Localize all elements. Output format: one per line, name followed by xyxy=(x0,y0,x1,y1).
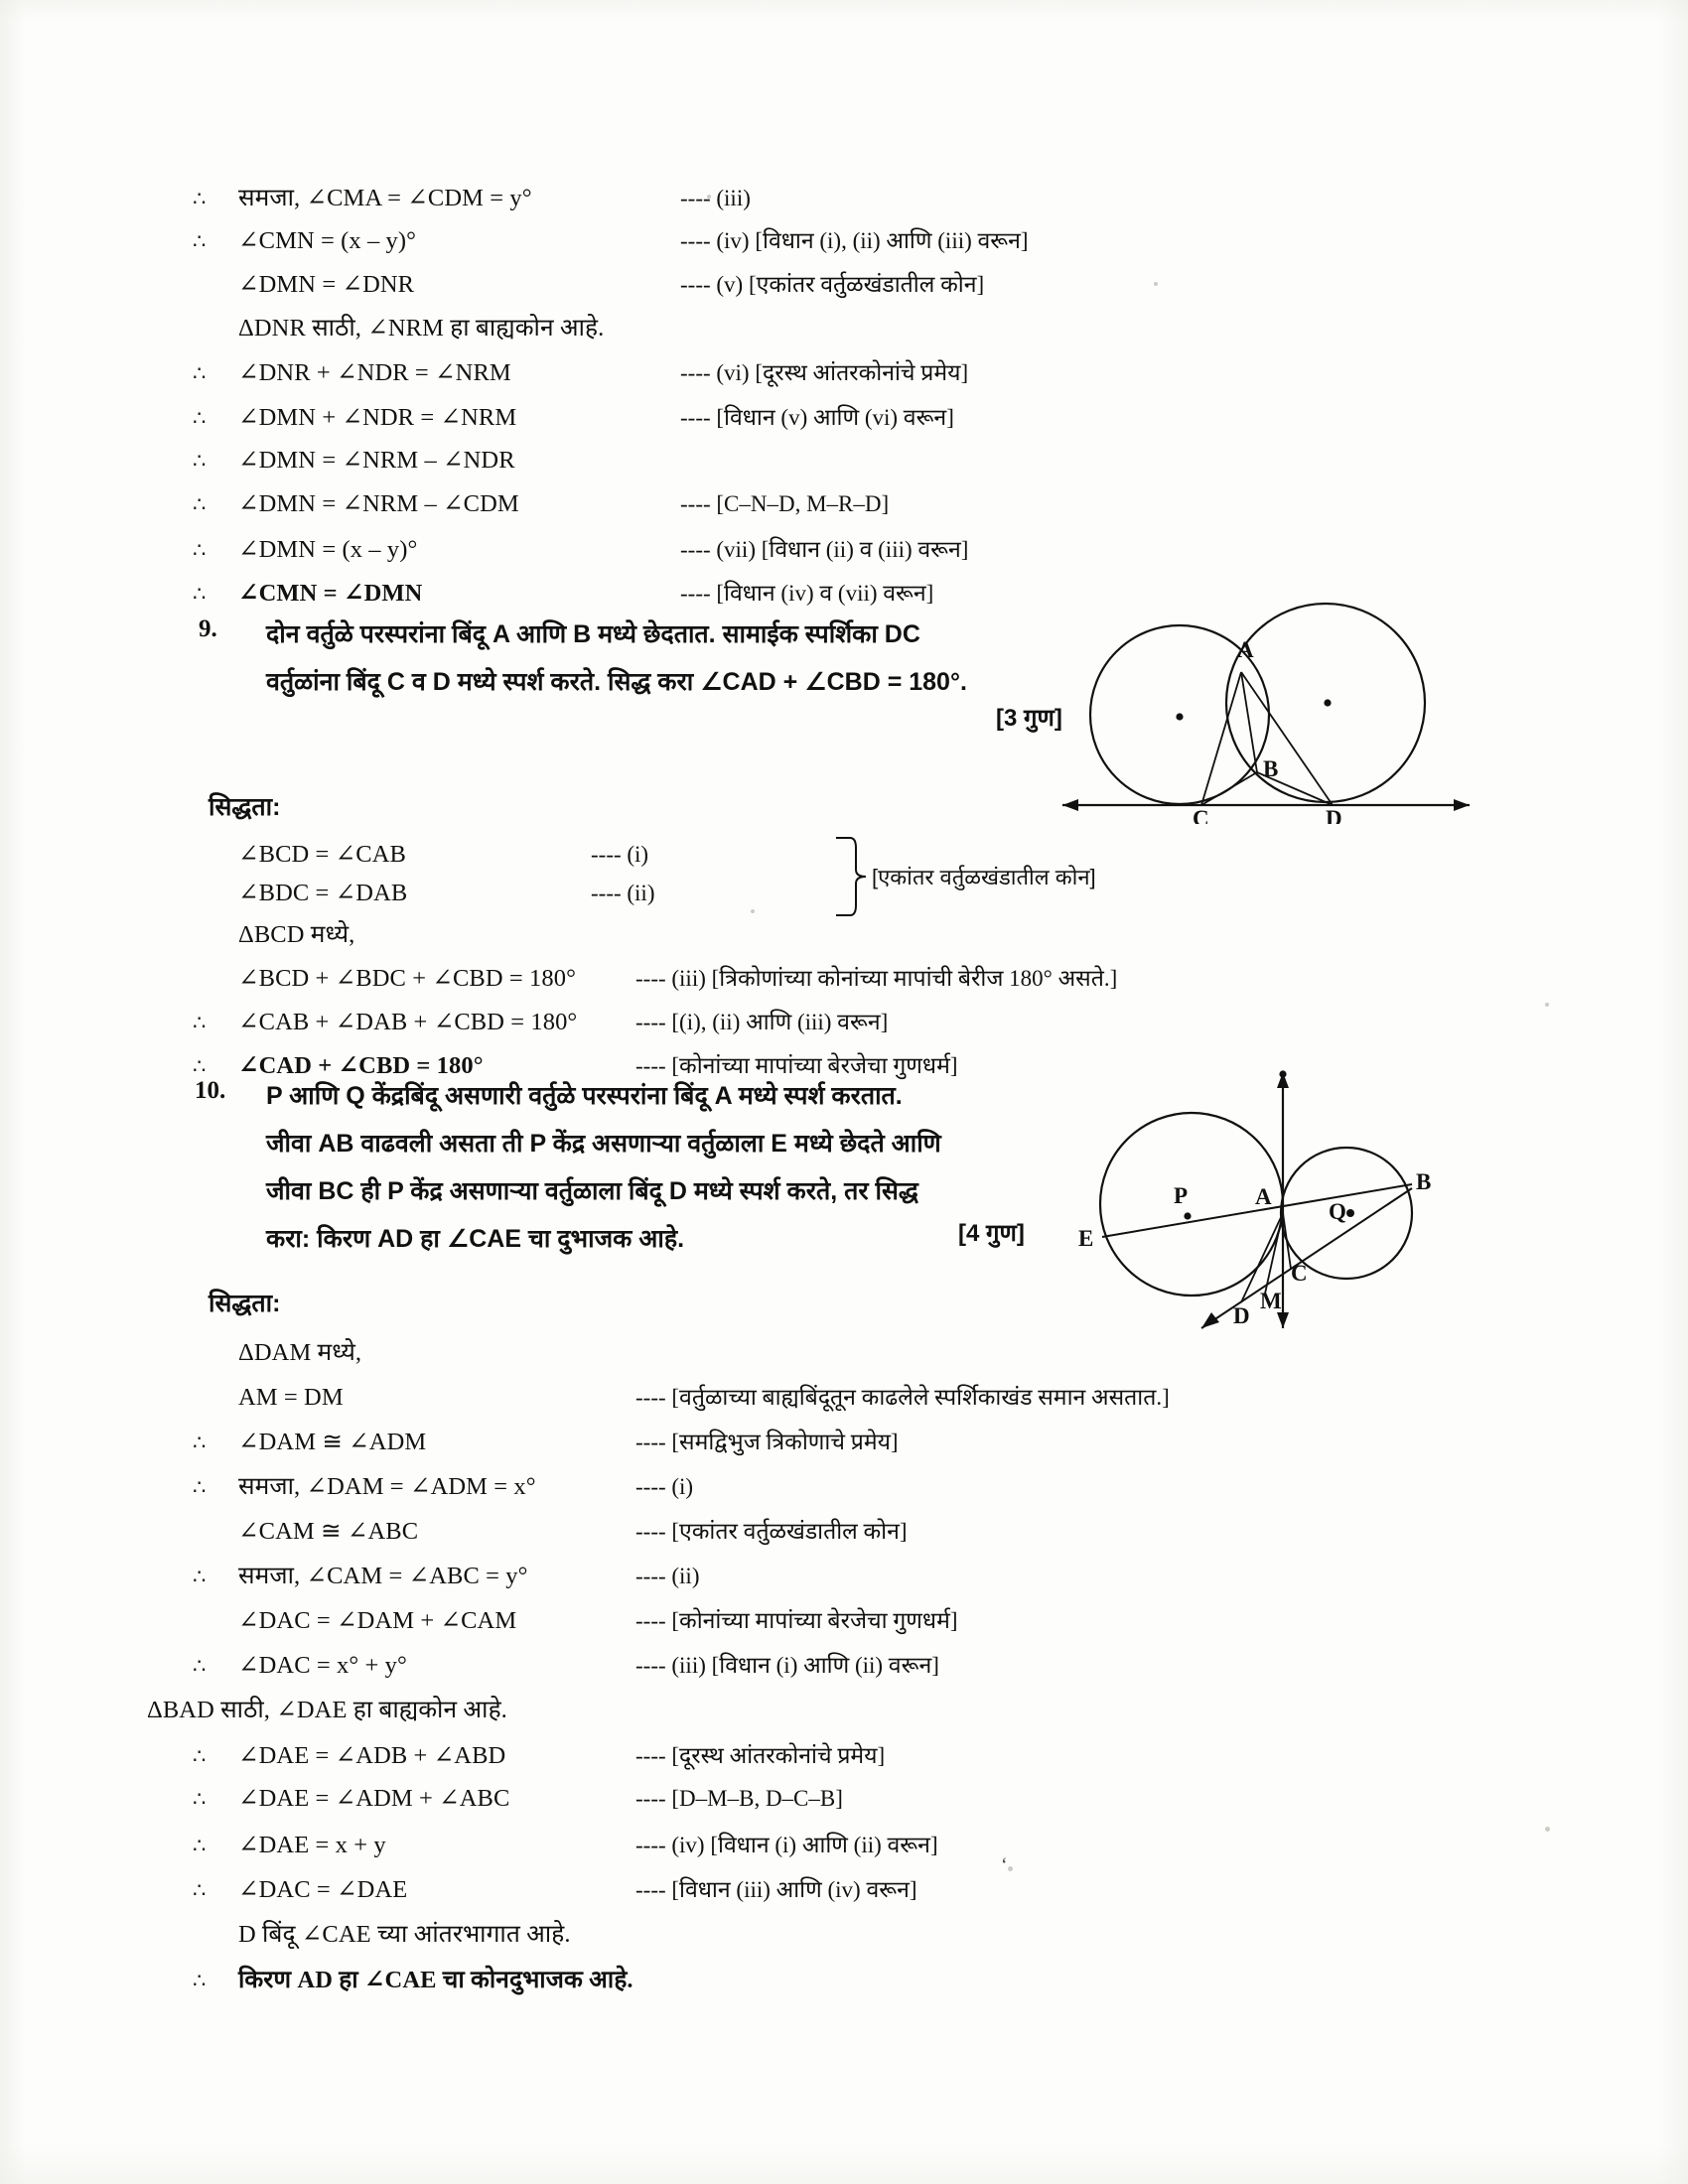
question-9-text-line-1: दोन वर्तुळे परस्परांना बिंदू A आणि B मध्ये छेदतात. सामाईक स्पर्शिका DC xyxy=(266,620,920,648)
question-9-proof-label: सिद्धता: xyxy=(209,793,281,821)
proof-line xyxy=(189,1738,1529,1783)
scan-speck xyxy=(1545,1827,1550,1832)
statement-text: ∠DMN + ∠NDR = ∠NRM xyxy=(238,404,517,431)
statement-text: ∠CMN = ∠DMN xyxy=(238,580,423,607)
reason-text: ---- (iii) [विधान (i) आणि (ii) वरून] xyxy=(635,1653,939,1678)
statement-text: ∠DAE = ∠ADB + ∠ABD xyxy=(238,1742,506,1769)
statement-text: D बिंदू ∠CAE च्या आंतरभागात आहे. xyxy=(238,1921,571,1948)
reason-text: ---- [कोनांच्या मापांच्या बेरजेचा गुणधर्म] xyxy=(635,1608,958,1633)
statement-text: किरण AD हा ∠CAE चा कोनदुभाजक आहे. xyxy=(238,1967,633,1993)
reason-text: ---- (iv) [विधान (i), (ii) आणि (iii) वरून] xyxy=(680,228,1029,253)
reason-text: ---- [कोनांच्या मापांच्या बेरजेचा गुणधर्म] xyxy=(635,1053,958,1078)
statement-text: ∠DAC = ∠DAE xyxy=(238,1876,408,1903)
scan-edge-bottom xyxy=(0,2144,1688,2184)
statement-text: समजा, ∠CMA = ∠CDM = y° xyxy=(238,185,532,211)
proof-line xyxy=(189,223,1460,267)
proof-line xyxy=(189,488,1460,532)
question-10-marks: [4 गुण] xyxy=(958,1220,1025,1247)
reason-text: ---- (i) xyxy=(591,842,649,867)
statement-text: ∠BCD + ∠BDC + ∠CBD = 180° xyxy=(238,965,576,992)
question-9-brace-note: [एकांतर वर्तुळखंडातील कोन] xyxy=(872,865,1096,889)
statement-text: ∠DMN = ∠NRM – ∠CDM xyxy=(238,490,519,517)
therefore-symbol: ∴ xyxy=(193,361,207,385)
proof-line xyxy=(189,267,1460,311)
proof-block-continued xyxy=(189,181,1460,619)
reason-text: ---- [समद्विभुज त्रिकोणाचे प्रमेय] xyxy=(635,1430,899,1454)
proof-line xyxy=(189,311,1460,355)
reason-text: ---- (iii) [त्रिकोणांच्या कोनांच्या मापांची बेरीज 180° असते.] xyxy=(635,966,1118,991)
svg-text:D: D xyxy=(1233,1303,1250,1328)
proof-line xyxy=(189,961,1499,1005)
question-10-proof-label: सिद्धता: xyxy=(209,1290,281,1317)
scan-edge-right xyxy=(1658,0,1688,2184)
question-10-proof-lines xyxy=(147,1335,1529,2008)
scan-edge-top xyxy=(0,0,1688,22)
reason-text: ---- (v) [एकांतर वर्तुळखंडातील कोन] xyxy=(680,272,985,297)
svg-text:A: A xyxy=(1255,1184,1272,1209)
statement-text: ∠BCD = ∠CAB xyxy=(238,841,406,868)
svg-text:C: C xyxy=(1193,806,1209,824)
reason-text: ---- (ii) xyxy=(635,1564,700,1588)
question-10-text-line-4: करा: किरण AD हा ∠CAE चा दुभाजक आहे. xyxy=(266,1225,685,1253)
statement-text: AM = DM xyxy=(238,1384,344,1411)
proof-line xyxy=(189,445,1460,488)
statement-text: ∠DNR + ∠NDR = ∠NRM xyxy=(238,359,511,386)
proof-line xyxy=(189,181,1460,223)
therefore-symbol: ∴ xyxy=(193,1431,207,1454)
statement-text: ∠DAM ≅ ∠ADM xyxy=(238,1429,427,1455)
question-10-number: 10. xyxy=(195,1077,226,1104)
question-10-figure xyxy=(1053,1042,1489,1335)
reason-text: ---- [वर्तुळाच्या बाह्यबिंदूतून काढलेले स्पर्शिकाखंड समान असतात.] xyxy=(635,1385,1170,1410)
statement-text: ∠CAB + ∠DAB + ∠CBD = 180° xyxy=(238,1009,578,1035)
reason-text: ---- [C–N–D, M–R–D] xyxy=(680,491,890,516)
proof-line xyxy=(189,1425,1529,1469)
statement-text: ∠DMN = ∠DNR xyxy=(238,271,415,298)
proof-line xyxy=(189,1603,1529,1648)
svg-text:M: M xyxy=(1260,1289,1282,1313)
question-10-text-line-1: P आणि Q केंद्रबिंदू असणारी वर्तुळे परस्परांना बिंदू A मध्ये स्पर्श करतात. xyxy=(266,1082,903,1110)
reason-text: ---- (vii) [विधान (ii) व (iii) वरून] xyxy=(680,537,969,562)
proof-line xyxy=(189,1872,1529,1917)
question-9-marks: [3 गुण] xyxy=(996,705,1062,732)
question-9-text-line-2: वर्तुळांना बिंदू C व D मध्ये स्पर्श करते. सिद्ध करा ∠CAD + ∠CBD = 180°. xyxy=(266,668,967,696)
reason-text: ---- [D–M–B, D–C–B] xyxy=(635,1786,843,1811)
therefore-symbol: ∴ xyxy=(193,406,207,430)
therefore-symbol: ∴ xyxy=(193,1054,207,1078)
therefore-symbol: ∴ xyxy=(193,1475,207,1499)
question-10-text-line-3: जीवा BC ही P केंद्र असणाऱ्या वर्तुळाला बिंदू D मध्ये स्पर्श करते, तर सिद्ध xyxy=(266,1177,918,1205)
svg-text:E: E xyxy=(1078,1226,1094,1251)
statement-text: ∠CAM ≅ ∠ABC xyxy=(238,1518,419,1545)
therefore-symbol: ∴ xyxy=(193,1011,207,1034)
reason-text: ---- [विधान (iii) आणि (iv) वरून] xyxy=(635,1877,917,1902)
statement-text: ∠DMN = ∠NRM – ∠NDR xyxy=(238,447,515,474)
reason-text: ---- (iii) xyxy=(680,186,751,210)
therefore-symbol: ∴ xyxy=(193,187,207,210)
therefore-symbol: ∴ xyxy=(193,538,207,562)
svg-text:Q: Q xyxy=(1329,1199,1346,1224)
therefore-symbol: ∴ xyxy=(193,1744,207,1768)
reason-text: ---- [विधान (v) आणि (vi) वरून] xyxy=(680,405,954,430)
proof-line xyxy=(189,1783,1529,1828)
statement-text: ∠CAD + ∠CBD = 180° xyxy=(238,1052,484,1079)
reason-text: ---- [एकांतर वर्तुळखंडातील कोन] xyxy=(635,1519,908,1544)
proof-line xyxy=(189,1380,1529,1425)
statement-text: ΔBAD साठी, ∠DAE हा बाह्यकोन आहे. xyxy=(147,1697,507,1723)
statement-text: ∠DAE = ∠ADM + ∠ABC xyxy=(238,1785,510,1812)
therefore-symbol: ∴ xyxy=(193,449,207,473)
statement-text: ∠CMN = (x – y)° xyxy=(238,227,417,254)
scan-edge-left xyxy=(0,0,26,2184)
svg-text:P: P xyxy=(1174,1183,1189,1208)
reason-text: ---- [(i), (ii) आणि (iii) वरून] xyxy=(635,1010,889,1034)
therefore-symbol: ∴ xyxy=(193,1565,207,1588)
therefore-symbol: ∴ xyxy=(193,1878,207,1902)
therefore-symbol: ∴ xyxy=(193,1654,207,1678)
proof-line xyxy=(189,532,1460,576)
statement-text: ΔDAM मध्ये, xyxy=(238,1339,362,1366)
stray-mark: ʻ xyxy=(1001,1854,1008,1876)
proof-line xyxy=(189,1648,1529,1693)
statement-text: ∠DAC = ∠DAM + ∠CAM xyxy=(238,1607,517,1634)
proof-line-conclusion xyxy=(189,1963,1529,2008)
svg-text:B: B xyxy=(1416,1169,1432,1194)
scan-speck xyxy=(1545,1003,1549,1007)
statement-text: समजा, ∠CAM = ∠ABC = y° xyxy=(238,1563,528,1589)
question-9-brace xyxy=(832,834,872,924)
statement-text: ∠DAC = x° + y° xyxy=(238,1652,407,1679)
therefore-symbol: ∴ xyxy=(193,582,207,606)
proof-line xyxy=(189,355,1460,400)
therefore-symbol: ∴ xyxy=(193,229,207,253)
therefore-symbol: ∴ xyxy=(193,492,207,516)
svg-text:C: C xyxy=(1291,1261,1308,1286)
statement-text: ∠BDC = ∠DAB xyxy=(238,880,408,906)
reason-text: ---- (iv) [विधान (i) आणि (ii) वरून] xyxy=(635,1833,938,1857)
proof-line xyxy=(147,1693,1529,1738)
reason-text: ---- (i) xyxy=(635,1474,694,1499)
proof-line xyxy=(189,1335,1529,1380)
therefore-symbol: ∴ xyxy=(193,1787,207,1811)
proof-line xyxy=(189,400,1460,445)
statement-text: समजा, ∠DAM = ∠ADM = x° xyxy=(238,1473,536,1500)
proof-line xyxy=(189,1469,1529,1514)
proof-line xyxy=(189,1828,1529,1872)
svg-text:D: D xyxy=(1326,806,1342,824)
svg-text:A: A xyxy=(1237,637,1254,662)
question-10-text-line-2: जीवा AB वाढवली असता ती P केंद्र असणाऱ्या वर्तुळाला E मध्ये छेदते आणि xyxy=(266,1130,941,1158)
question-9-figure xyxy=(1053,596,1479,829)
reason-text: ---- (ii) xyxy=(591,881,655,905)
therefore-symbol: ∴ xyxy=(193,1834,207,1857)
statement-text: ΔBCD मध्ये, xyxy=(238,921,355,948)
proof-line xyxy=(189,1514,1529,1559)
reason-text: ---- [विधान (iv) व (vii) वरून] xyxy=(680,581,934,606)
reason-text: ---- (vi) [दूरस्थ आंतरकोनांचे प्रमेय] xyxy=(680,360,969,385)
statement-text: ΔDNR साठी, ∠NRM हा बाह्यकोन आहे. xyxy=(238,315,605,341)
reason-text: ---- [दूरस्थ आंतरकोनांचे प्रमेय] xyxy=(635,1743,886,1768)
proof-line xyxy=(189,1917,1529,1963)
statement-text: ∠DMN = (x – y)° xyxy=(238,536,418,563)
proof-line xyxy=(189,1559,1529,1603)
question-9-number: 9. xyxy=(199,615,217,642)
statement-text: ∠DAE = x + y xyxy=(238,1832,386,1858)
therefore-symbol: ∴ xyxy=(193,1969,207,1992)
svg-text:B: B xyxy=(1263,756,1279,781)
